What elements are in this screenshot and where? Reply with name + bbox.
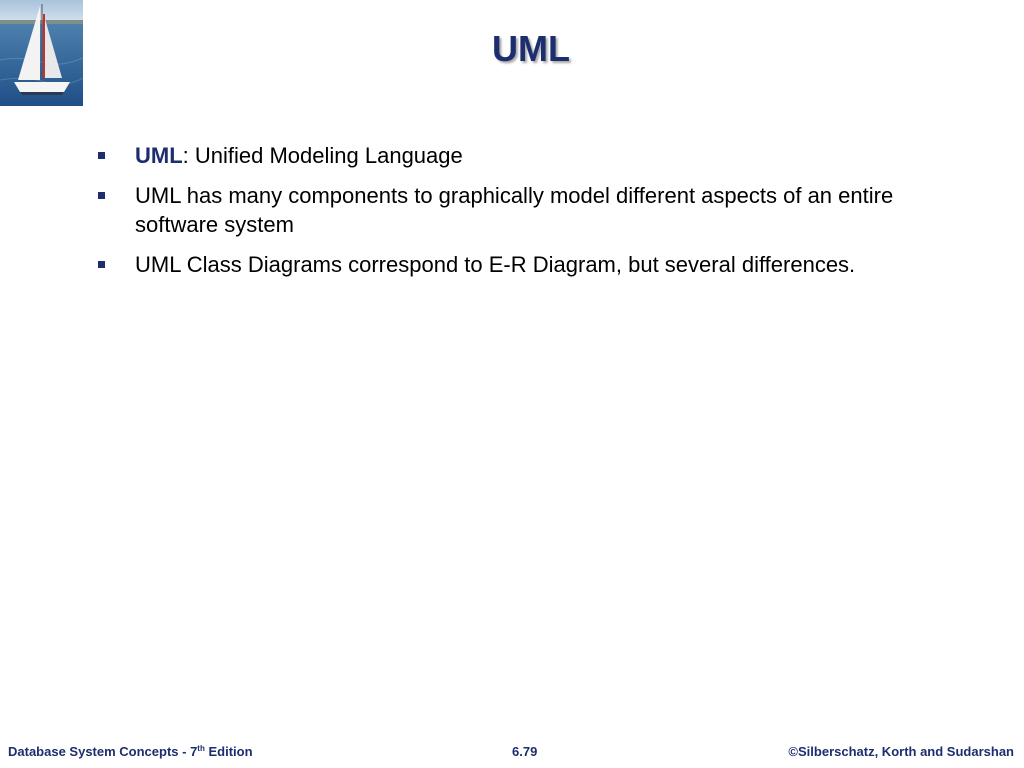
bullet-item [96, 250, 936, 279]
slide-footer [0, 744, 1024, 762]
footer-book-suffix: Edition [204, 744, 253, 759]
bullet-list [96, 141, 936, 290]
footer-book-title [8, 744, 253, 759]
bullet-text: UML has many components to graphically model different aspects of an entire software system [135, 183, 894, 237]
slide-title: UML [492, 28, 570, 69]
bullet-text: UML Class Diagrams correspond to E-R Diagram, but several differences. [135, 252, 856, 277]
square-bullet-icon [98, 152, 105, 159]
footer-page-number: 6.79 [512, 744, 538, 759]
square-bullet-icon [98, 192, 105, 199]
bullet-item [96, 181, 936, 239]
footer-book-prefix: Database System Concepts - 7 [8, 744, 198, 759]
footer-book-sup: th [197, 744, 205, 753]
bullet-text: : Unified Modeling Language [182, 143, 463, 168]
bullet-term: UML [135, 143, 183, 168]
bullet-item [96, 141, 936, 170]
square-bullet-icon [98, 261, 105, 268]
footer-copyright: ©Silberschatz, Korth and Sudarshan [788, 744, 1014, 759]
